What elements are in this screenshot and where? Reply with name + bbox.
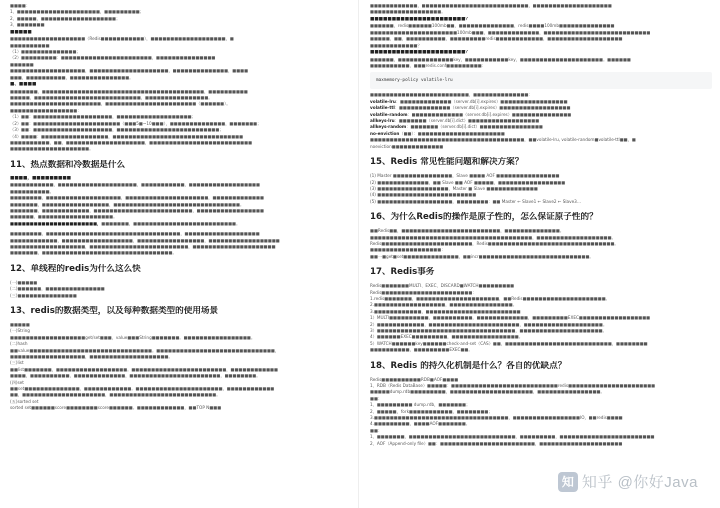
text-line: ■■■■■■■■■■■，■■■■■■■■■■■■■■■■■■■■，■■■■■■■■■■■，■■■■■■■■■■■■■■■■■■ — [10, 182, 260, 188]
text-line: ■■： — [370, 427, 383, 433]
text-line: allkeys-lru：■■■■■■■（server.db[i].dict）■■■■■■■■■■■■■■■■■■ — [370, 118, 540, 124]
bold-subheading: ■■■■■ — [10, 29, 32, 35]
text-line: (五)sorted set — [10, 398, 39, 404]
text-line: ■■■■■■■■■■■■■■■■■■■■■■■■■，■■■■■■■■■■■■■■： — [370, 92, 533, 98]
text-line: ■■■■■■■■■■■■■■■■■■■get/set■■■，value■■■String■■■■■■■。■■■■■■■■■■■■■■■■■。 — [10, 334, 256, 340]
section-heading: 13、redis的数据类型，以及每种数据类型的使用场景 — [10, 306, 219, 316]
text-line: ■■value■■■■■■■■■■■■■■■■■■■■■■■■■■■■■■■。■■■■■■■■■■■■■■■■■■■■■■■■■■■■■■， — [10, 347, 280, 353]
text-line: （3）■■：■■■■■■■■■■■■■■■■■■■■，■■■■■■■■■■■■■■■■■■■■■■■■■■； — [10, 127, 224, 133]
text-line: 2、AOF（Append-only file）■■：■■■■■■■■■■■■■■■■■■■■■■■■，■■■■■■■■■■■■■■■■■■■■■ — [370, 440, 623, 446]
text-line: 3.■■■■■■■■■■■■■■■■■■■■■■■■■■■■■■■■■■，■■■■■■■■■■■■■■■■■IO，■■redis■■■■ — [370, 415, 623, 421]
text-line: ■■■■■■■■■■■■■■■■■■■■■■，■■■■■■■，■■■■■■■■■■■■■■■■■■■■■■■■■■。 — [10, 220, 241, 226]
text-line: ■■■■■■■■■■■■■■■■■■■■■■■■■■■■■■■■■■■■■■■，■■volatile-lru, volatile-random■volatile-ttl■■，■ — [370, 137, 636, 143]
text-line: 1、■■■■■■■，■■■■■■■■■■■■■■■■■■■■■■■■■■■，■■■■■■■■■，■■■■■■■■■■■■■■■■■■■■■■■■ — [370, 434, 655, 440]
text-line: no-enviction（■■）：■■■■■■■■■■■■■■■■■■■■■■ — [370, 130, 505, 136]
column-divider — [358, 0, 359, 508]
zhihu-logo-icon: 知 — [558, 472, 578, 492]
text-line: （1）■■：■■■■■■■■■■■■■■■■■■■■，■■■■■■■■■■■■■■■■■■■； — [10, 114, 196, 120]
text-line: 1.redis■■■■■■■，■■■■■■■■■■■■■■■■■■■■■，■■Redis■■■■■■■■■■■■■■■■■■■■■。 — [370, 295, 610, 301]
watermark — [558, 471, 698, 492]
text-line: Redis■■■■■■■■■■■■■■■■■■■■■■■： — [370, 289, 477, 295]
config-code-block: maxmemory-policy volatile-lru — [370, 72, 712, 89]
text-line: ■■■■■■，redis■■■■■■100mb■■，■■■■■■■■■■■■■■，redis■■■■100mb■■■■■■■■■■■■■■ — [370, 23, 615, 29]
text-line: ■■： — [370, 395, 383, 401]
text-line: ■■■■■■■，■■■■■■■■■■■■■■■■■■■■■■■■■■■■■■■■■■■■■■■■■，■■■■■■■■■■ — [10, 88, 248, 94]
text-line: (3) ■■■■■■■■■■■■■■■■■■，Master ■ Slave ■■■■■■■■■■■■■ — [370, 185, 538, 191]
text-line: （2）■■■■■■■■■：■■■■■■■■■■■■■■■■■■■■■■■，■■■■■■■■■■■■■■■ — [10, 55, 216, 61]
text-line: 1、■■■■■■■■■ dump.rdb，■■■■■■■； — [370, 402, 471, 408]
text-line: ■■■■■■■■■■ — [10, 42, 50, 48]
text-line: （1）■■■■■■■■■■■■■■； — [10, 49, 81, 55]
text-line: ■■■■■■■■■■■■■■■■■■■，■■■■■■■■■■■■■■■■■■■■，■■■■■■■■■■■■■■，■■■■ — [10, 68, 249, 74]
text-line: 5）WATCH■■■■■■key■■■■■■check-and-set（CAS）■■，■■■■■■■■■■■■■■■■■■■■■■■■■■■，■■■■■■■■ — [370, 340, 648, 346]
text-line: ■■■■■■，■■■■■■■■■■■■■■key，■■■■■■■■■■■key，■■■■■■■■■■■■■■■■■■■■■。■■■■■■ — [370, 56, 631, 62]
text-line: ■■■■■，■■■■■■■■■■■■■■■■■■■■■■■■■■■，■■■■■■■■■■■■■■■■。 — [10, 95, 213, 101]
text-line: ■■■■，■■■■■■■■■■，■■■■■■■■■■■■■，■■■■■■■■■■■■■■■■■■■■■■■，■■■■■■■■。 — [10, 373, 261, 379]
text-line: ■■set■■■■■■■■■■■■■■，■■■■■■■■■■■■。■■■■■■■■■■■■■■■■■■■■■■，■■■■■■■■■■■■ — [10, 386, 275, 392]
text-line: 1）MULTI■■■■■■■■■■，■■■■■■■■■■，■■■■■■■■■■■■■，■■■■■■■■■EXEC■■■■■■■■■■■■■■■■■■ — [370, 315, 651, 321]
text-line: ■■■■■■■■■■，■■■■■■■■■EXEC■■。 — [370, 347, 473, 353]
text-line: (四)set — [10, 379, 24, 385]
text-line: ■■■■■■■■■■■■■■■■■■■，■■■■■■■■■■■■■■■■■■■■。 — [10, 354, 173, 360]
bold-subheading: ■、■■■■ — [10, 82, 37, 88]
text-line: ■■■■■dump.rdb■■■■■■■■■，■■■■■■■■■■■■■■■■■■■■■，■■■■■■■■■■■■■■■■。 — [370, 389, 605, 395]
text-line: allkeys-random：■■■■■■■（server.db[i].dict）■■■■■■■■■■■■■■■■ — [370, 124, 543, 130]
text-line: (二)hash — [10, 341, 28, 347]
text-line: ■■■■■■■■■■。 — [10, 188, 54, 194]
text-line: ■■Redis■■，■■■■■■■■■■■■■■■■■■■■■■■■■，■■■■■■■■■■■■■■。 — [370, 228, 564, 234]
text-line: 4）■■■■■■EXEC■■■■■■■■■，■■■■■■■■■■■■■■■■■。 — [370, 334, 523, 340]
text-line: sorted set■■■■■■score■■■■■■■■score■■■■■■。■■■■■■■■■■■■，■■TOP N■■■ — [10, 405, 222, 411]
text-line: Redis■■■■■■■■■■RDB■AOF■■■■ — [370, 376, 459, 382]
text-line: ■■■■■■ — [10, 61, 34, 67]
text-line: ■■■■■，■■，■■■■■■■■■■，■■■■■■■■■redis■■■■■■■■■■■■，■■■■■■■■■■■■■■■■■■■ — [370, 36, 623, 42]
text-line: 4.■■■■■■■■■，■■■■AOF■■■■■■■。 — [370, 421, 470, 427]
text-line: 1、■■■■■■■■■■■■■■■■■■■■■，■■■■■■■■■； — [10, 9, 144, 15]
text-line: ■■■■■■■■■■，■■，■■■■■■■■■■■■■■■■■■■■，■■■■■■■■■■■■■■■■■■■■■■■■■■ — [10, 139, 253, 145]
text-line: volatile-random：■■■■■■■■■■■■■（server.db[i].expires）■■■■■■■■■■■■■■■ — [370, 111, 572, 117]
text-line: ■■■■■■■■■■■■■■■■■■■■。 — [10, 146, 94, 152]
text-line: ■■■■■■，■■■■■■■■■■■■■■■■■■■。 — [10, 214, 118, 220]
section-heading: 17、Redis事务 — [370, 267, 435, 278]
text-line: ■■■■■■■■■■■■■■■■■■■，■■■■■■■■■■■■■■■■■■■■■■■■■，■■■■■■■■■■■■■■■■■■■■■ — [10, 243, 276, 249]
text-line: ■■■■■■■■■■■■，■■■■■■■■■■■■■■■■■■，■■■■■■■■■■■■■■■■■，■■■■■■■■■■■■■■■■■■ — [10, 237, 280, 243]
text-line: (2) ■■■■■■■■■■■■■，■■ Slave ■■ AOF ■■■■■，■■■■■■■■■■■■■■■■■ — [370, 179, 566, 185]
text-line: (4) ■■■■■■■■■■■■■■■■■■■■■■■■■ — [370, 192, 477, 198]
text-line: ■■■■■■■，■■■■■■■■■■■■■■■■■■■■■■■■■■■■■■■■■。 — [10, 250, 177, 256]
text-line: 2、■■■■■，fork■■■■■■■■■■■，■■■■■■■■； — [370, 408, 493, 414]
section-heading: 15、Redis 常见性能问题和解决方案？ — [370, 157, 524, 168]
text-line: ■■■■■■■■■■■■■■■■■■■■■■■■■■■■■■■■■■■■■■■■■，■■■■■■■■■■■■■■■■■■■。 — [370, 234, 616, 240]
text-line: (二)■■■■■■，■■■■■■■■■■■■■■■ — [10, 286, 105, 292]
text-line: (一)■■■■■ — [10, 279, 38, 285]
text-line: ■■■■■■■■■■■■■■■■■■： — [370, 247, 446, 253]
text-line: ■■■■： — [10, 3, 31, 8]
text-line: (1) Master ■■■■■■■■■■■■■■■，Slave ■■■■ AOF ■■■■■■■■■■■■■■■■ — [370, 173, 560, 179]
text-line: (三)list — [10, 360, 24, 366]
text-line: ■■■■■■■■■■，■■■redis.conf■■■■■■■■■： — [370, 63, 486, 69]
text-line: ■■■■■■■，■■■■■■■■■■■■，■■■■■■■■■■■■■■■■■■■■■■■■■，■■■■■■■■■■■■■■■■■ — [10, 207, 264, 213]
right-column — [364, 0, 716, 508]
bold-subheading: ■■■■，■■■■■■■■■ — [10, 175, 72, 181]
text-line: ■■■■■■■，■■■■■■■■■■■■■■■■■，■■■■■■■■■■■■■■■■■■■■■■■■■■■■■■■■。 — [10, 201, 245, 207]
text-line: ■■■■■■■■■■■■■■■■■■■（Redis■■■■■■■■■■■），■■■■■■■■■■■■■■■■■■■，■ — [10, 36, 234, 42]
text-line: ■■■■■■■■，■■■■■■■■■■■■■■■■■■■■■■■■■■■■■■■■■■，■■■■■■■■■■■■■■■■■■■ — [10, 231, 260, 237]
text-line: ■■■■■■■■■■■■■■■■■■■■■■■，■■■■■■■■■■■■■■■■■■■■■■■（■■■■■■）。 — [10, 101, 231, 107]
section-heading: 18、Redis 的持久化机制是什么？各自的优缺点？ — [370, 360, 567, 371]
text-line: 3、■■■■■■■ — [10, 22, 45, 28]
text-line: ■■，■■■■■■■■■■■■■■■■■■■■■，■■■■■■■■■■■■■■■■■■■■■■■■■■■。 — [10, 392, 221, 398]
text-line: Redis■■■■■■■■■■■■■■■■■■■■■■■，Redis■■■■■■■■■■■■■■■■■■■■■■■■■■■■■■■■。 — [370, 240, 619, 246]
text-line: 1、RDB（Redis DataBase）■■■■■：■■■■■■■■■■■■■■■■■■■■■■■■■■■redis■■■■■■■■■■■■■■■■■■■■■■ — [370, 383, 656, 389]
text-line: （4）■■■■：■■■■■■■■■■■■■■■■■，■■■■■■■■■■■■■■■■■■■■■■■■■■■■■■■■■ — [10, 133, 244, 139]
text-line: ■■list■■■■■■■，■■■■■■■■■■■■■■■■■■。■■■■■■■■■■■■■■■■■■■■■■■■，■■■■■■■■■■■■ — [10, 366, 278, 372]
text-line: 3）■■■■■■■■■■■■■■■■■■■■■■■■■■■■■■■■■■■，■■■■■■■■■■■■■■■■■■■■■。 — [370, 328, 607, 333]
section-heading: 16、为什么Redis的操作是原子性的，怎么保证原子性的？ — [370, 212, 598, 223]
text-line: ■■■，■■■■■■■■■■，■■■■■■■■■■■■■■■。 — [10, 74, 134, 80]
text-line: noeviction■■■■■■■■■■■■■ — [370, 143, 444, 149]
text-line: 2.■■■■■■■■■■■■■■■■■■，■■■■■■■■■■■■■■■■。 — [370, 302, 517, 308]
bold-subheading: ■■■■■■■■■■■■■■■■■■■■■■？ — [370, 50, 471, 56]
left-column — [4, 0, 356, 508]
text-line: volatile-ttl：■■■■■■■■■■■■■（server.db[i].expires）■■■■■■■■■■■■■■■■■■ — [370, 105, 571, 111]
text-line: ■■■■■■■■，■■■■■■■■■■■■■■■■■■■，■■■■■■■■■■■■■■■■■■■■■，■■■■■■■■■■■■■ — [10, 195, 264, 201]
text-line: 3.■■■■■■■■■■■■，■■■■■■■■■■■■■■■■■■■■■■■■ — [370, 308, 521, 314]
section-heading: 11、热点数据和冷数据是什么 — [10, 159, 126, 170]
bold-subheading: ■■■■■■■■■■■■■■■■■■■■■■？ — [370, 16, 471, 22]
text-line: (三)■■■■■■■■■■■■■■■ — [10, 292, 77, 298]
section-heading: 12、单线程的redis为什么这么快 — [10, 263, 141, 274]
text-line: 2、■■■■■，■■■■■■■■■■■■■■■■■■■； — [10, 15, 121, 21]
text-line: volatile-lru：■■■■■■■■■■■■■（server.db[i].expires）■■■■■■■■■■■■■■■■■ — [370, 98, 568, 104]
text-line: ■■■■■■■■■■■■■■■■■： — [10, 107, 82, 113]
text-line: Redis■■■■■■■MULTI、EXEC、DISCARD■WATCH■■■■■■■■■ — [370, 283, 515, 289]
text-line: ■■一■get■set■■■■■■■■■■■■■■，■■incr■■■■■■■■■■■■■■■■■■■■■■■■■■■■。 — [370, 253, 594, 259]
text-line: (一)String — [10, 328, 30, 334]
text-line: (5) ■■■■■■■■■■■■■■■■■■■，■■■■■■■■：■■ Master ← Slave1 ← Slave2 ← Slave3… — [370, 198, 582, 204]
text-line: （2）■■：■■■■■■■■■■■■■■■■■■■■■■（■■■5■~10■■■），■■■■■■■■■■■■■■，■■■■■■■； — [10, 120, 262, 126]
text-line: 2）■■■■■■■■■■■■，■■■■■■■■■■■■■■■■■■■■■■■，■■■■■■■■■■■■■■■■■■■■。 — [370, 321, 608, 327]
text-line: ■■■■■■■■■■■■■■■■■■■■■■100mb■■■，■■■■■■■■■■■■■，■■■■■■■■■■■■■■■■■■■■■■■■■■■ — [370, 29, 651, 35]
text-line: ■■■■■■■■■■■■，■■■■■■■■■■■■■■■■■■■■■■■■■■■，■■■■■■■■■■■■■■■■■■■■ — [370, 3, 612, 8]
text-line: ■■■■■■■■■■■■？ — [370, 42, 422, 48]
watermark-text: 知乎 @你好Java — [581, 474, 698, 491]
text-line: ■■■■■■■■■■■■■■■■■■。 — [370, 9, 446, 15]
text-line: ■■■■■ — [10, 322, 30, 327]
